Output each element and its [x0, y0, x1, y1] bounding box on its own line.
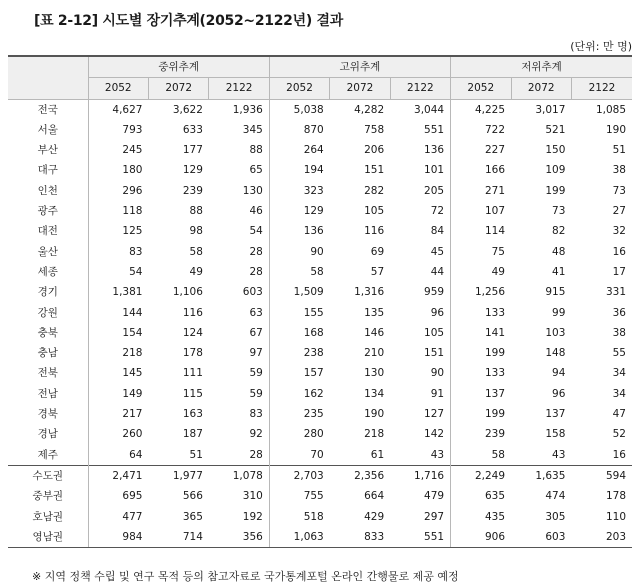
value-cell: 73 — [612, 184, 626, 197]
region-name: 수도권 — [8, 465, 88, 486]
value-cell: 124 — [182, 326, 203, 339]
value-cell: 1,635 — [511, 465, 571, 486]
value-cell: 58 — [189, 245, 203, 258]
value-cell: 83 — [88, 242, 148, 262]
region-name: 서울 — [8, 120, 88, 140]
value-cell: 94 — [552, 367, 566, 380]
region-name: 경북 — [8, 404, 88, 424]
value-cell: 99 — [552, 306, 566, 319]
value-cell: 73 — [552, 205, 566, 218]
value-cell: 3,622 — [172, 103, 203, 116]
table-body — [8, 99, 632, 548]
value-cell: 72 — [430, 205, 445, 218]
value-cell: 633 — [182, 123, 203, 136]
value-cell: 178 — [605, 490, 626, 503]
value-cell: 331 — [605, 286, 626, 299]
value-cell: 239 — [451, 424, 511, 444]
value-cell: 43 — [430, 448, 445, 461]
value-cell: 235 — [269, 404, 329, 424]
region-name: 대구 — [8, 160, 88, 180]
value-cell: 116 — [182, 306, 203, 319]
value-cell: 125 — [88, 221, 148, 241]
value-cell: 16 — [612, 245, 626, 258]
value-cell: 177 — [182, 144, 203, 157]
value-cell: 47 — [612, 408, 626, 421]
value-cell: 137 — [545, 408, 566, 421]
value-cell: 603 — [242, 286, 263, 299]
value-cell: 51 — [612, 144, 626, 157]
value-cell: 166 — [451, 160, 511, 180]
value-cell: 4,225 — [451, 99, 511, 120]
region-header-cell — [8, 56, 88, 99]
value-cell: 92 — [249, 428, 263, 441]
value-cell: 218 — [364, 428, 385, 441]
region-name: 경남 — [8, 424, 88, 444]
value-cell: 2,249 — [451, 465, 511, 486]
value-cell: 58 — [269, 262, 329, 282]
value-cell: 227 — [451, 140, 511, 160]
region-name: 강원 — [8, 303, 88, 323]
table-row — [8, 282, 632, 302]
value-cell: 521 — [545, 123, 566, 136]
region-name: 울산 — [8, 242, 88, 262]
value-cell: 1,381 — [88, 282, 148, 302]
value-cell: 127 — [424, 408, 445, 421]
value-cell: 96 — [552, 387, 566, 400]
table-title: [표 2-12] 시도별 장기추계(2052~2122년) 결과 — [34, 13, 343, 29]
value-cell: 111 — [182, 367, 203, 380]
value-cell: 129 — [182, 164, 203, 177]
value-cell: 46 — [249, 205, 263, 218]
value-cell: 203 — [571, 527, 632, 548]
value-cell: 664 — [364, 490, 385, 503]
value-cell: 43 — [552, 448, 566, 461]
value-cell: 479 — [424, 490, 445, 503]
value-cell: 38 — [612, 164, 626, 177]
value-cell: 54 — [88, 262, 148, 282]
value-cell: 5,038 — [269, 99, 329, 120]
value-cell: 144 — [88, 303, 148, 323]
value-cell: 305 — [545, 510, 566, 523]
year-header: 2052 — [451, 78, 511, 99]
value-cell: 57 — [370, 265, 385, 278]
value-cell: 51 — [189, 448, 203, 461]
table-row — [8, 99, 632, 120]
value-cell: 959 — [424, 286, 445, 299]
year-header: 2052 — [88, 78, 148, 99]
value-cell: 205 — [424, 184, 445, 197]
value-cell: 129 — [269, 201, 329, 221]
value-cell: 28 — [249, 245, 263, 258]
value-cell: 714 — [148, 527, 208, 548]
value-cell: 54 — [249, 225, 263, 238]
value-cell: 136 — [424, 144, 445, 157]
table-row — [8, 486, 632, 506]
year-header: 2072 — [511, 78, 571, 99]
value-cell: 310 — [242, 490, 263, 503]
value-cell: 323 — [269, 181, 329, 201]
value-cell: 105 — [424, 326, 445, 339]
table-row — [8, 242, 632, 262]
region-name: 호남권 — [8, 507, 88, 527]
value-cell: 199 — [545, 184, 566, 197]
value-cell: 162 — [269, 384, 329, 404]
table-row — [8, 507, 632, 527]
table-row — [8, 181, 632, 201]
value-cell: 115 — [182, 387, 203, 400]
value-cell: 69 — [370, 245, 385, 258]
table-row — [8, 445, 632, 466]
value-cell: 199 — [451, 404, 511, 424]
value-cell: 45 — [430, 245, 445, 258]
value-cell: 59 — [249, 367, 263, 380]
value-cell: 116 — [364, 225, 385, 238]
value-cell: 41 — [552, 265, 566, 278]
value-cell: 551 — [390, 527, 450, 548]
value-cell: 67 — [249, 326, 263, 339]
value-cell: 63 — [249, 306, 263, 319]
value-cell: 238 — [269, 343, 329, 363]
value-cell: 44 — [430, 265, 445, 278]
value-cell: 154 — [88, 323, 148, 343]
value-cell: 435 — [451, 507, 511, 527]
value-cell: 158 — [545, 428, 566, 441]
value-cell: 17 — [612, 265, 626, 278]
value-cell: 1,085 — [595, 103, 626, 116]
group-header-low: 저위추계 — [451, 56, 632, 78]
region-name: 부산 — [8, 140, 88, 160]
value-cell: 133 — [451, 303, 511, 323]
value-cell: 793 — [88, 120, 148, 140]
footnote: ※ 지역 정책 수립 및 연구 목적 등의 참고자료로 국가통계포털 온라인 간행물로 제공 예정 — [32, 570, 459, 583]
value-cell: 151 — [424, 347, 445, 360]
value-cell: 3,044 — [414, 103, 445, 116]
value-cell: 474 — [545, 490, 566, 503]
value-cell: 16 — [612, 448, 626, 461]
value-cell: 137 — [451, 384, 511, 404]
value-cell: 133 — [451, 363, 511, 383]
value-cell: 915 — [545, 286, 566, 299]
value-cell: 190 — [364, 408, 385, 421]
value-cell: 28 — [249, 265, 263, 278]
value-cell: 206 — [364, 144, 385, 157]
table-row — [8, 303, 632, 323]
value-cell: 345 — [242, 123, 263, 136]
value-cell: 1,936 — [232, 103, 263, 116]
value-cell: 107 — [451, 201, 511, 221]
value-cell: 70 — [269, 445, 329, 466]
value-cell: 118 — [88, 201, 148, 221]
value-cell: 91 — [430, 387, 445, 400]
value-cell: 1,716 — [390, 465, 450, 486]
value-cell: 88 — [189, 205, 203, 218]
year-header-row — [8, 78, 632, 99]
value-cell: 1,256 — [451, 282, 511, 302]
table-row — [8, 221, 632, 241]
year-header: 2072 — [148, 78, 208, 99]
year-header: 2072 — [330, 78, 390, 99]
value-cell: 142 — [424, 428, 445, 441]
value-cell: 36 — [612, 306, 626, 319]
value-cell: 178 — [182, 347, 203, 360]
value-cell: 28 — [249, 448, 263, 461]
value-cell: 2,471 — [88, 465, 148, 486]
value-cell: 190 — [605, 123, 626, 136]
value-cell: 755 — [269, 486, 329, 506]
value-cell: 163 — [182, 408, 203, 421]
value-cell: 32 — [612, 225, 626, 238]
value-cell: 365 — [182, 510, 203, 523]
value-cell: 199 — [451, 343, 511, 363]
value-cell: 3,017 — [535, 103, 566, 116]
value-cell: 984 — [88, 527, 148, 548]
value-cell: 695 — [88, 486, 148, 506]
value-cell: 1,316 — [354, 286, 385, 299]
region-name: 충북 — [8, 323, 88, 343]
value-cell: 49 — [451, 262, 511, 282]
value-cell: 635 — [451, 486, 511, 506]
value-cell: 146 — [364, 326, 385, 339]
value-cell: 75 — [451, 242, 511, 262]
region-name: 세종 — [8, 262, 88, 282]
value-cell: 103 — [545, 326, 566, 339]
region-name: 전남 — [8, 384, 88, 404]
value-cell: 833 — [330, 527, 390, 548]
region-name: 대전 — [8, 221, 88, 241]
region-name: 전북 — [8, 363, 88, 383]
value-cell: 150 — [545, 144, 566, 157]
region-name: 제주 — [8, 445, 88, 466]
value-cell: 48 — [552, 245, 566, 258]
table-row — [8, 343, 632, 363]
value-cell: 477 — [88, 507, 148, 527]
value-cell: 245 — [88, 140, 148, 160]
table-row — [8, 120, 632, 140]
value-cell: 157 — [269, 363, 329, 383]
value-cell: 101 — [424, 164, 445, 177]
projection-table — [8, 55, 632, 548]
value-cell: 135 — [364, 306, 385, 319]
value-cell: 1,078 — [209, 465, 269, 486]
value-cell: 90 — [430, 367, 445, 380]
table-row — [8, 465, 632, 486]
value-cell: 49 — [189, 265, 203, 278]
value-cell: 105 — [364, 205, 385, 218]
value-cell: 194 — [269, 160, 329, 180]
value-cell: 155 — [269, 303, 329, 323]
value-cell: 168 — [269, 323, 329, 343]
value-cell: 64 — [88, 445, 148, 466]
region-name: 경기 — [8, 282, 88, 302]
region-name: 전국 — [8, 99, 88, 120]
value-cell: 264 — [269, 140, 329, 160]
table-row — [8, 201, 632, 221]
value-cell: 210 — [364, 347, 385, 360]
value-cell: 130 — [242, 184, 263, 197]
value-cell: 296 — [88, 181, 148, 201]
value-cell: 722 — [451, 120, 511, 140]
value-cell: 134 — [364, 387, 385, 400]
value-cell: 52 — [612, 428, 626, 441]
value-cell: 58 — [451, 445, 511, 466]
year-header: 2122 — [209, 78, 269, 99]
value-cell: 34 — [612, 367, 626, 380]
value-cell: 217 — [88, 404, 148, 424]
value-cell: 65 — [249, 164, 263, 177]
value-cell: 97 — [249, 347, 263, 360]
table-row — [8, 527, 632, 548]
value-cell: 4,627 — [88, 99, 148, 120]
table-row — [8, 404, 632, 424]
value-cell: 870 — [269, 120, 329, 140]
value-cell: 260 — [88, 424, 148, 444]
value-cell: 59 — [249, 387, 263, 400]
value-cell: 55 — [612, 347, 626, 360]
value-cell: 4,282 — [354, 103, 385, 116]
value-cell: 136 — [269, 221, 329, 241]
value-cell: 218 — [88, 343, 148, 363]
value-cell: 2,356 — [330, 465, 390, 486]
group-header-high: 고위추계 — [269, 56, 450, 78]
value-cell: 271 — [451, 181, 511, 201]
value-cell: 96 — [430, 306, 445, 319]
value-cell: 566 — [182, 490, 203, 503]
region-name: 충남 — [8, 343, 88, 363]
table-row — [8, 424, 632, 444]
value-cell: 109 — [545, 164, 566, 177]
table-row — [8, 363, 632, 383]
value-cell: 594 — [571, 465, 632, 486]
table-row — [8, 140, 632, 160]
value-cell: 90 — [269, 242, 329, 262]
table-row — [8, 323, 632, 343]
value-cell: 282 — [364, 184, 385, 197]
value-cell: 88 — [249, 144, 263, 157]
value-cell: 429 — [364, 510, 385, 523]
group-header-medium: 중위추계 — [88, 56, 269, 78]
value-cell: 1,509 — [269, 282, 329, 302]
value-cell: 83 — [249, 408, 263, 421]
value-cell: 603 — [511, 527, 571, 548]
value-cell: 34 — [612, 387, 626, 400]
value-cell: 145 — [88, 363, 148, 383]
unit-label: (단위: 만 명) — [570, 40, 632, 53]
table-row — [8, 384, 632, 404]
value-cell: 141 — [451, 323, 511, 343]
table-row — [8, 160, 632, 180]
value-cell: 130 — [364, 367, 385, 380]
value-cell: 297 — [424, 510, 445, 523]
year-header: 2122 — [390, 78, 450, 99]
value-cell: 98 — [189, 225, 203, 238]
value-cell: 1,977 — [148, 465, 208, 486]
value-cell: 151 — [364, 164, 385, 177]
table-row — [8, 262, 632, 282]
value-cell: 61 — [370, 448, 385, 461]
value-cell: 356 — [209, 527, 269, 548]
value-cell: 38 — [612, 326, 626, 339]
value-cell: 2,703 — [269, 465, 329, 486]
value-cell: 187 — [182, 428, 203, 441]
value-cell: 114 — [451, 221, 511, 241]
value-cell: 518 — [269, 507, 329, 527]
value-cell: 27 — [612, 205, 626, 218]
value-cell: 192 — [242, 510, 263, 523]
value-cell: 149 — [88, 384, 148, 404]
region-name: 광주 — [8, 201, 88, 221]
value-cell: 280 — [269, 424, 329, 444]
value-cell: 551 — [424, 123, 445, 136]
value-cell: 84 — [430, 225, 445, 238]
value-cell: 82 — [552, 225, 566, 238]
value-cell: 110 — [605, 510, 626, 523]
value-cell: 180 — [88, 160, 148, 180]
value-cell: 758 — [364, 123, 385, 136]
region-name: 중부권 — [8, 486, 88, 506]
region-name: 인천 — [8, 181, 88, 201]
year-header: 2052 — [269, 78, 329, 99]
value-cell: 148 — [545, 347, 566, 360]
value-cell: 239 — [182, 184, 203, 197]
region-name: 영남권 — [8, 527, 88, 548]
value-cell: 906 — [451, 527, 511, 548]
year-header: 2122 — [571, 78, 632, 99]
value-cell: 1,063 — [269, 527, 329, 548]
value-cell: 1,106 — [172, 286, 203, 299]
